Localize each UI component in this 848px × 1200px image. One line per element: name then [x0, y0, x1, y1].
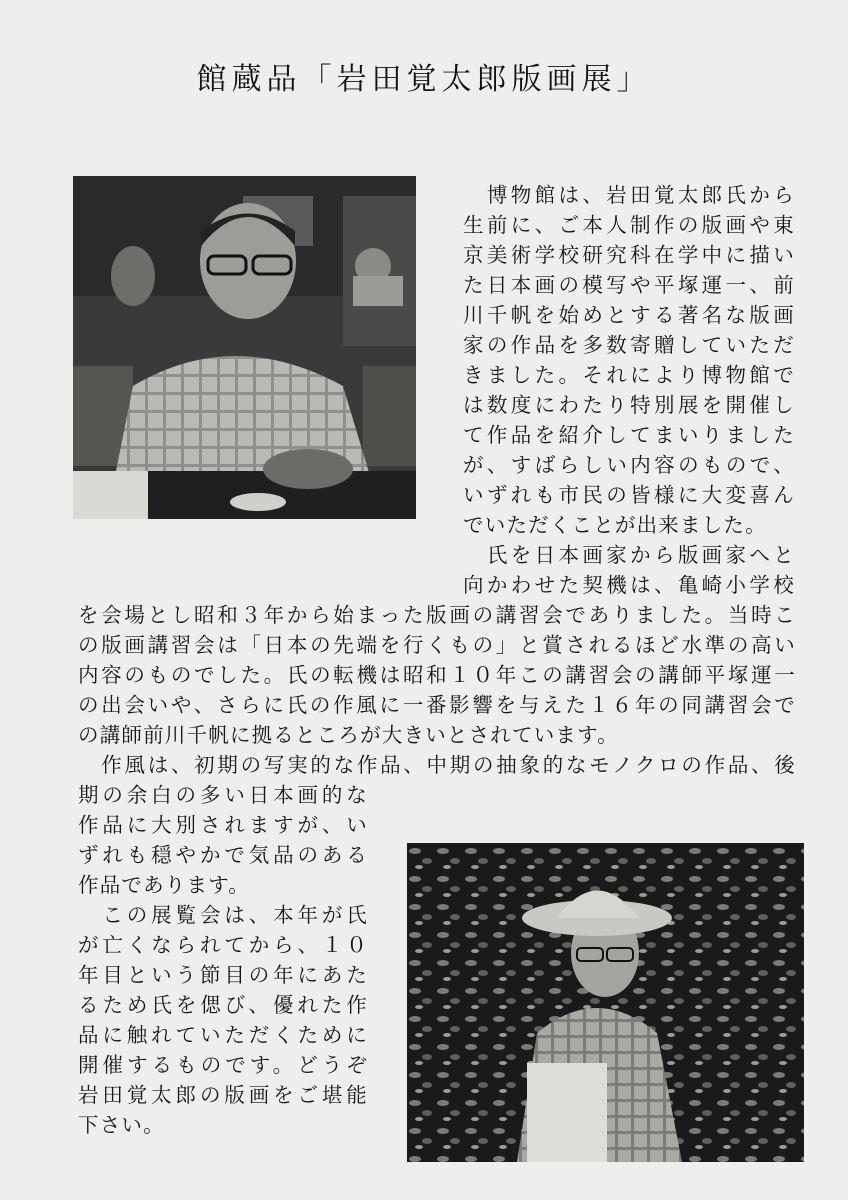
- text-line: この展覧会は、本年が氏: [78, 903, 368, 927]
- text-line: が亡くなられてから、１０: [78, 933, 368, 957]
- text-line: 生前に、ご本人制作の版画や東: [463, 213, 795, 237]
- text-line: 内容のものでした。氏の転機は昭和１０年この講習会の講師平塚運一: [78, 663, 796, 687]
- portrait-photo-garden: [407, 843, 804, 1162]
- text-line: 期の余白の多い日本画的な: [78, 783, 368, 807]
- text-line: いずれも市民の皆様に大変喜ん: [463, 483, 795, 507]
- text-line: でいただくことが出来ました。: [463, 513, 767, 537]
- text-line: 博物館は、岩田覚太郎氏から: [463, 183, 795, 207]
- text-line: は数度にわたり特別展を開催し: [463, 393, 795, 417]
- text-line: 下さい。: [78, 1113, 165, 1137]
- portrait-photo-seated: [73, 176, 416, 519]
- text-line: の講師前川千帆に拠るところが大きいとされています。: [78, 723, 619, 747]
- text-line: の版画講習会は「日本の先端を行くもの」と賞されるほど水準の高い: [78, 633, 796, 657]
- text-line: 京美術学校研究科在学中に描い: [463, 243, 795, 267]
- text-line: 氏を日本画家から版画家へと: [463, 543, 795, 567]
- text-line: きました。それにより博物館で: [463, 363, 795, 387]
- page-title: 館蔵品「岩田覚太郎版画展」: [196, 62, 652, 97]
- text-line: の出会いや、さらに氏の作風に一番影響を与えた１６年の同講習会で: [78, 693, 796, 717]
- text-line: 開催するものです。どうぞ: [78, 1053, 368, 1077]
- text-line: 川千帆を始めとする著名な版画: [463, 303, 795, 327]
- text-line: た日本画の模写や平塚運一、前: [463, 273, 795, 297]
- text-line: 向かわせた契機は、亀崎小学校: [463, 573, 795, 597]
- text-line: ずれも穏やかで気品のある: [78, 843, 368, 867]
- text-line: 作風は、初期の写実的な作品、中期の抽象的なモノクロの作品、後: [78, 753, 796, 777]
- text-line: が、すばらしい内容のもので、: [463, 453, 795, 477]
- text-line: て作品を紹介してまいりました: [463, 423, 795, 447]
- text-line: 岩田覚太郎の版画をご堪能: [78, 1083, 368, 1107]
- text-line: を会場とし昭和３年から始まった版画の講習会でありました。当時こ: [78, 603, 796, 627]
- text-line: 作品であります。: [78, 873, 250, 897]
- text-line: るため氏を偲び、優れた作: [78, 993, 368, 1017]
- text-line: 家の作品を多数寄贈していただ: [463, 333, 795, 357]
- text-line: 品に触れていただくために: [78, 1023, 368, 1047]
- text-line: 作品に大別されますが、い: [78, 813, 368, 837]
- text-line: 年目という節目の年にあた: [78, 963, 368, 987]
